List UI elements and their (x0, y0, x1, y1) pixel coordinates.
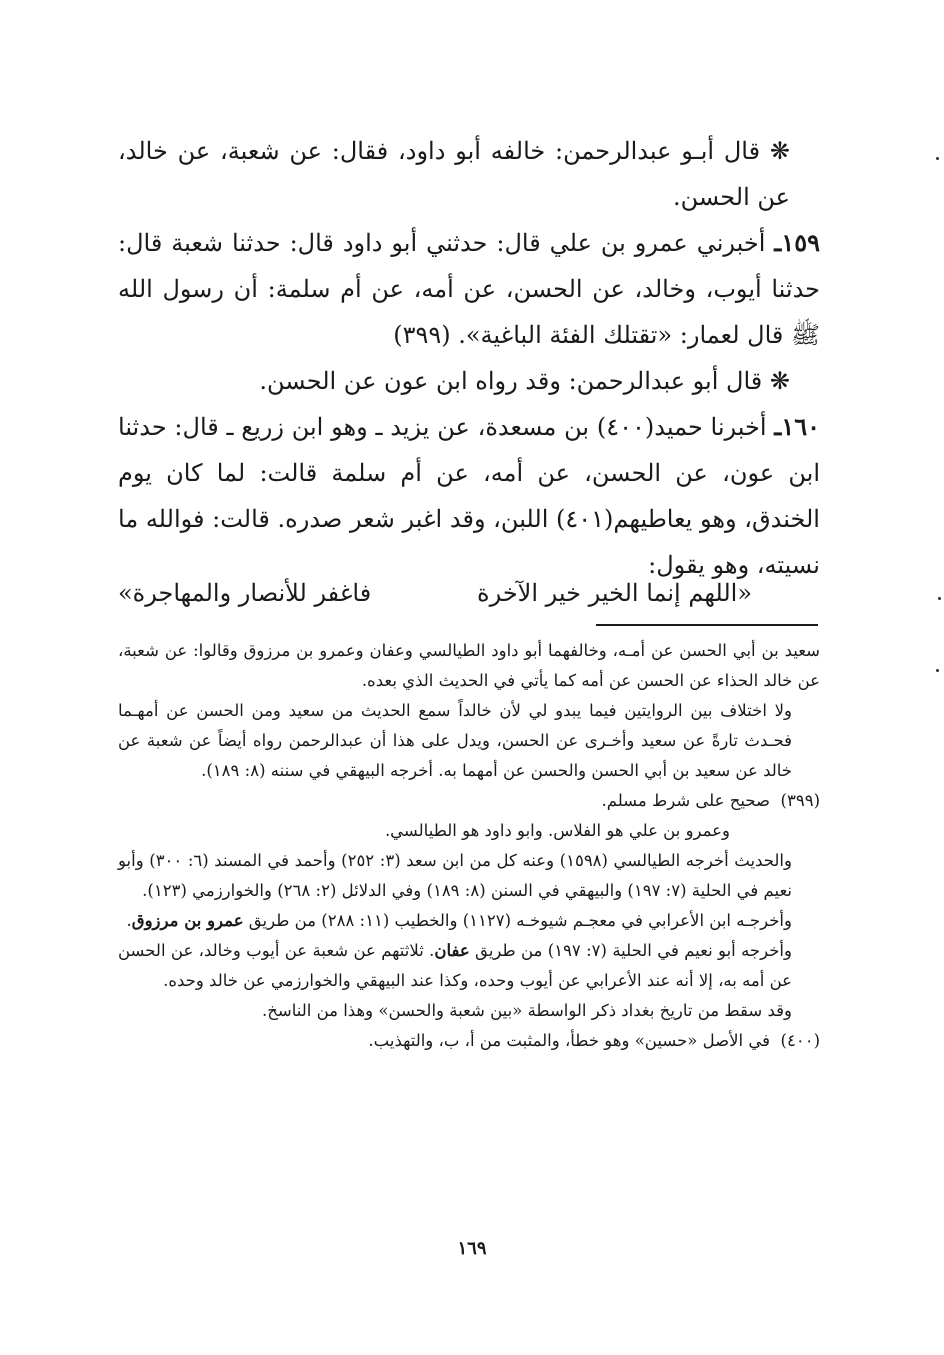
footnote-399-line-5a: وأخرجه أبو نعيم في الحلية (٧: ١٩٧) من طريق (469, 941, 792, 960)
footnote-399-line-5c: . ثلاثتهم عن شعبة عن أيوب وخالد، عن الحسن عن أمه به، إلا أنه عند الأعرابي عن أيوب وحده، وكذا عند البيهقي والخوارزمي عن خالد وحده. (118, 941, 792, 990)
footnote-400-text: في الأصل «حسين» وهو خطأ، والمثبت من أ، ب، والتهذيب. (368, 1031, 770, 1050)
footnote-399-narrator-1: عمرو بن مرزوق (131, 911, 244, 930)
edge-mark (936, 157, 939, 160)
footnote-399-line-4 (118, 906, 820, 936)
poem-verse (118, 570, 820, 616)
footnote-399-line-5 (118, 936, 820, 996)
hadith-159-text: أخبرني عمرو بن علي قال: حدثني أبو داود قال: حدثنا شعبة قال: حدثنا أيوب، وخالد، عن الحسن، عن أمه، عن أم سلمة: أن رسول الله ﷺ قال لعمار: «تقتلك الفئة الباغية». (٣٩٩) (118, 229, 820, 349)
footnote-399 (118, 786, 820, 816)
footnote-number-400: (٤٠٠) (780, 1031, 820, 1050)
footnote-400 (118, 1026, 820, 1056)
verse-second-hemistich: فاغفر للأنصار والمهاجرة» (118, 579, 372, 607)
page-number: ١٦٩ (457, 1238, 487, 1259)
paragraph-comment-2: ❋ قال أبو عبدالرحمن: وقد رواه ابن عون عن الحسن. (259, 367, 790, 395)
hadith-number-159: ١٥٩ـ (774, 228, 820, 257)
edge-mark (936, 669, 939, 672)
verse-first-hemistich: «اللهم إنما الخير خير الآخرة (477, 579, 752, 607)
footnote-399-line-4c: . (126, 911, 132, 930)
paragraph-comment-1: ❋ قال أبـو عبدالرحمن: خالفه أبو داود، فقال: عن شعبة، عن خالد، عن الحسن. (118, 137, 790, 211)
main-text (118, 128, 820, 588)
hadith-160-text: أخبرنا حميد(٤٠٠) بن مسعدة، عن يزيد ـ وهو ابن زريع ـ قال: حدثنا ابن عون، عن الحسن، عن أمه، عن أم سلمة قالت: لما كان يوم الخندق، وهو يعاطيهم(٤٠١) اللبن، وقد اغبر شعر صدره. قالت: فوالله ما نسيته، وهو يقول: (118, 413, 820, 579)
footnote-399-line-4a: وأخرجـه ابن الأعرابي في معجـم شيوخـه (١١٢٧) والخطيب (١١: ٢٨٨) من طريق (243, 911, 792, 930)
footnote-continuation-1: سعيد بن أبي الحسن عن أمـه، وخالفهما أبو داود الطيالسي وعفان وعمرو بن مرزوق وقالوا: عن شعبة، عن خالد الحذاء عن الحسن عن أمه كما يأتي في الحديث الذي بعده. (118, 641, 820, 690)
edge-mark (938, 597, 941, 600)
footnotes (118, 636, 820, 1056)
footnote-399-line-3: والحديث أخرجه الطيالسي (١٥٩٨) وعنه كل من ابن سعد (٣: ٢٥٢) وأحمد في المسند (٦: ٣٠٠) وأبو نعيم في الحلية (٧: ١٩٧) والبيهقي في السنن (٨: ١٨٩) وفي الدلائل (٢: ٢٦٨) والخوارزمي (١٢٣). (118, 851, 792, 900)
footnote-number-399: (٣٩٩) (780, 791, 820, 810)
footnote-separator (596, 624, 818, 626)
footnote-399-line-2: وعمرو بن علي هو الفلاس. وابو داود هو الطيالسي. (384, 821, 730, 840)
footnote-399-line-6: وقد سقط من تاريخ بغداد ذكر الواسطة «بين شعبة والحسن» وهذا من الناسخ. (262, 1001, 792, 1020)
footnote-399-line-1: صحيح على شرط مسلم. (601, 791, 770, 810)
hadith-number-160: ١٦٠ـ (774, 412, 820, 441)
footnote-399-narrator-2: عفان (434, 941, 470, 960)
footnote-continuation-2: ولا اختلاف بين الروايتين فيما يبدو لي لأن خالداً سمع الحديث من سعيد ومن الحسن عن أمهـما فحـدث تارةً عن سعيد وأخـرى عن الحسن، ويدل على هذا أن عبدالرحمن رواه أيضاً عن شعبة عن خالد عن سعيد بن أبي الحسن والحسن عن أمهما به. أخرجه البيهقي في سننه (٨: ١٨٩). (118, 701, 792, 780)
hadith-159 (118, 220, 820, 358)
hadith-160 (118, 404, 820, 588)
